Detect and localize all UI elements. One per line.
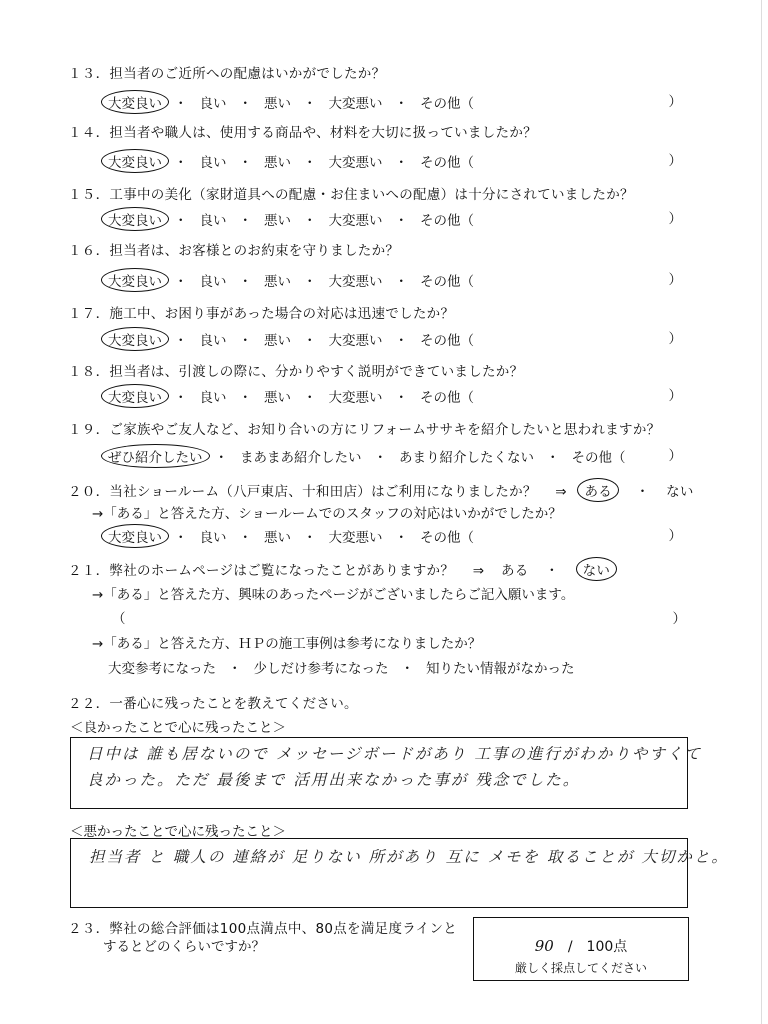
paren-close: ） xyxy=(672,611,686,627)
options-13: 大変良い ・ 良い ・ 悪い ・ 大変悪い ・ その他（ ） xyxy=(108,90,688,114)
option-very-bad[interactable]: 大変悪い xyxy=(328,274,383,290)
option-good[interactable]: 良い xyxy=(199,213,227,229)
question-text-line-2: するとどのくらいですか？ xyxy=(103,939,265,955)
question-number: ２１． xyxy=(68,563,110,579)
option-good[interactable]: 良い xyxy=(199,274,227,290)
paren-open: （ xyxy=(112,611,126,627)
option-no-needed-info[interactable]: 知りたい情報がなかった xyxy=(426,661,575,677)
option-other[interactable]: その他（ xyxy=(420,530,474,546)
question-text: 当社ショールーム（八戸東店、十和田店）はご利用になりましたか？ xyxy=(109,484,537,500)
option-not-really-recommend[interactable]: あまり紹介したくない xyxy=(399,450,534,466)
question-text: 担当者のご近所への配慮はいかがでしたか？ xyxy=(109,66,386,82)
paren-close: ） xyxy=(668,448,682,464)
handwritten-good-line-1: 日中は 誰も居ないので メッセージボードがあり 工事の進行がわかりやすくて xyxy=(87,745,702,763)
question-19 xyxy=(68,418,660,438)
option-good[interactable]: 良い xyxy=(199,333,227,349)
option-bad[interactable]: 悪い xyxy=(264,213,291,229)
option-bad[interactable]: 悪い xyxy=(264,96,291,112)
paren-close: ） xyxy=(668,528,682,544)
question-number: １９． xyxy=(68,422,110,438)
question-16 xyxy=(68,239,399,259)
option-good[interactable]: 良い xyxy=(199,390,227,406)
question-18 xyxy=(68,360,523,380)
option-very-good-selected[interactable]: 大変良い xyxy=(101,207,169,231)
option-bad[interactable]: 悪い xyxy=(264,530,291,546)
option-good[interactable]: 良い xyxy=(199,96,227,112)
q21-followup-2: →「ある」と答えた方、ＨＰの施工事例は参考になりましたか？ xyxy=(92,636,482,652)
paren-close: ） xyxy=(668,153,682,169)
question-20: ２０．当社ショールーム（八戸東店、十和田店）はご利用になりましたか？ ⇒ ある ・ ない xyxy=(68,478,694,502)
paren-close: ） xyxy=(668,331,682,347)
question-number: ２３． xyxy=(68,921,110,937)
option-very-good-selected[interactable]: 大変良い xyxy=(101,268,169,292)
option-other[interactable]: その他（ xyxy=(571,450,626,466)
option-very-bad[interactable]: 大変悪い xyxy=(328,213,383,229)
options-14: 大変良い ・ 良い ・ 悪い ・ 大変悪い ・ その他（ ） xyxy=(108,149,688,173)
question-text: 工事中の美化（家財道具への配慮・お住まいへの配慮）は十分にされていましたか？ xyxy=(109,187,634,203)
question-text-line-1: 弊社の総合評価は100点満点中、80点を満足度ラインと xyxy=(109,921,458,937)
option-other[interactable]: その他（ xyxy=(420,213,474,229)
score-slash: / xyxy=(567,939,573,955)
arrow-icon: ⇒ xyxy=(472,563,485,579)
option-other[interactable]: その他（ xyxy=(420,155,474,171)
question-number: １５． xyxy=(68,187,110,203)
answer-no[interactable]: ない xyxy=(666,484,694,500)
option-other[interactable]: その他（ xyxy=(420,274,474,290)
option-definitely-recommend-selected[interactable]: ぜひ紹介したい xyxy=(101,444,210,468)
question-number: ２０． xyxy=(68,484,110,500)
option-very-bad[interactable]: 大変悪い xyxy=(328,390,383,406)
options-15: 大変良い ・ 良い ・ 悪い ・ 大変悪い ・ その他（ ） xyxy=(108,207,688,231)
options-19: ぜひ紹介したい ・ まあまあ紹介したい ・ あまり紹介したくない ・ その他（ ） xyxy=(108,444,688,468)
question-number: １３． xyxy=(68,66,110,82)
question-number: １６． xyxy=(68,243,110,259)
question-number: １８． xyxy=(68,364,110,380)
question-text: 施工中、お困り事があった場合の対応は迅速でしたか？ xyxy=(109,306,455,322)
option-somewhat-recommend[interactable]: まあまあ紹介したい xyxy=(240,450,362,466)
question-14 xyxy=(68,121,537,141)
paren-close: ） xyxy=(668,388,682,404)
answer-no-selected[interactable]: ない xyxy=(576,557,618,581)
handwritten-good-line-2: 良かった。ただ 最後まで 活用出来なかった事が 残念でした。 xyxy=(87,771,581,789)
score-line xyxy=(474,936,688,956)
q21-page-input[interactable] xyxy=(112,607,692,627)
question-17 xyxy=(68,302,454,322)
question-13 xyxy=(68,62,385,82)
option-good[interactable]: 良い xyxy=(199,155,227,171)
question-text: 担当者や職人は、使用する商品や、材料を大切に扱っていましたか？ xyxy=(109,125,537,141)
option-very-good-selected[interactable]: 大変良い xyxy=(101,327,169,351)
option-very-good-selected[interactable]: 大変良い xyxy=(101,524,169,548)
answer-yes-selected[interactable]: ある xyxy=(577,478,619,502)
question-text: 担当者は、お客様とのお約束を守りましたか？ xyxy=(109,243,400,259)
option-very-bad[interactable]: 大変悪い xyxy=(328,530,383,546)
scan-edge-line xyxy=(761,0,762,1024)
paren-close: ） xyxy=(668,211,682,227)
option-very-helpful[interactable]: 大変参考になった xyxy=(108,661,216,677)
option-very-good-selected[interactable]: 大変良い xyxy=(101,90,169,114)
paren-close: ） xyxy=(668,272,682,288)
arrow-icon: ⇒ xyxy=(555,484,567,500)
options-20: 大変良い ・ 良い ・ 悪い ・ 大変悪い ・ その他（ ） xyxy=(108,524,688,548)
question-22 xyxy=(68,692,358,712)
option-slightly-helpful[interactable]: 少しだけ参考になった xyxy=(253,661,389,677)
bad-memory-box[interactable] xyxy=(70,838,729,908)
option-very-bad[interactable]: 大変悪い xyxy=(328,96,383,112)
option-good[interactable]: 良い xyxy=(199,530,227,546)
options-16: 大変良い ・ 良い ・ 悪い ・ 大変悪い ・ その他（ ） xyxy=(108,268,688,292)
q21-followup-1: →「ある」と答えた方、興味のあったページがございましたらご記入願います。 xyxy=(92,587,575,603)
question-text: 一番心に残ったことを教えてください。 xyxy=(109,696,358,712)
bad-memory-label: ＜悪かったことで心に残ったこと＞ xyxy=(70,824,286,840)
paren-close: ） xyxy=(668,94,682,110)
question-text: ご家族やご友人など、お知り合いの方にリフォームササキを紹介したいと思われますか？ xyxy=(109,422,661,438)
answer-yes[interactable]: ある xyxy=(500,563,529,579)
question-number: ２２． xyxy=(68,696,110,712)
q20-followup: →「ある」と答えた方、ショールームでのスタッフの対応はいかがでしたか？ xyxy=(92,506,562,522)
option-other[interactable]: その他（ xyxy=(420,333,474,349)
handwritten-score: 90 xyxy=(534,937,554,955)
question-text: 弊社のホームページはご覧になったことがありますか？ xyxy=(109,563,455,579)
options-21: 大変参考になった ・ 少しだけ参考になった ・ 知りたい情報がなかった xyxy=(108,657,688,677)
question-21: ２１．弊社のホームページはご覧になったことがありますか？ ⇒ ある ・ ない xyxy=(68,557,610,581)
option-very-bad[interactable]: 大変悪い xyxy=(328,333,383,349)
option-very-good-selected[interactable]: 大変良い xyxy=(101,384,169,408)
score-max: 100点 xyxy=(586,939,628,955)
question-23 xyxy=(68,917,457,937)
score-box[interactable] xyxy=(473,917,689,981)
option-very-good-selected[interactable]: 大変良い xyxy=(101,149,169,173)
option-bad[interactable]: 悪い xyxy=(264,390,291,406)
option-bad[interactable]: 悪い xyxy=(264,333,291,349)
option-other[interactable]: その他（ xyxy=(420,390,474,406)
handwritten-bad-line-1: 担当者 と 職人の 連絡が 足りない 所があり 互に メモを 取ることが 大切かと。 xyxy=(89,848,729,866)
options-17: 大変良い ・ 良い ・ 悪い ・ 大変悪い ・ その他（ ） xyxy=(108,327,688,351)
options-18: 大変良い ・ 良い ・ 悪い ・ 大変悪い ・ その他（ ） xyxy=(108,384,688,408)
question-number: １４． xyxy=(68,125,110,141)
option-very-bad[interactable]: 大変悪い xyxy=(328,155,383,171)
question-15 xyxy=(68,183,634,203)
good-memory-label: ＜良かったことで心に残ったこと＞ xyxy=(70,720,286,736)
option-other[interactable]: その他（ xyxy=(420,96,474,112)
good-memory-box[interactable] xyxy=(70,737,702,809)
question-number: １７． xyxy=(68,306,110,322)
option-bad[interactable]: 悪い xyxy=(264,274,291,290)
question-text: 担当者は、引渡しの際に、分かりやすく説明ができていましたか？ xyxy=(109,364,524,380)
score-note: 厳しく採点してください xyxy=(514,961,647,975)
option-bad[interactable]: 悪い xyxy=(264,155,291,171)
